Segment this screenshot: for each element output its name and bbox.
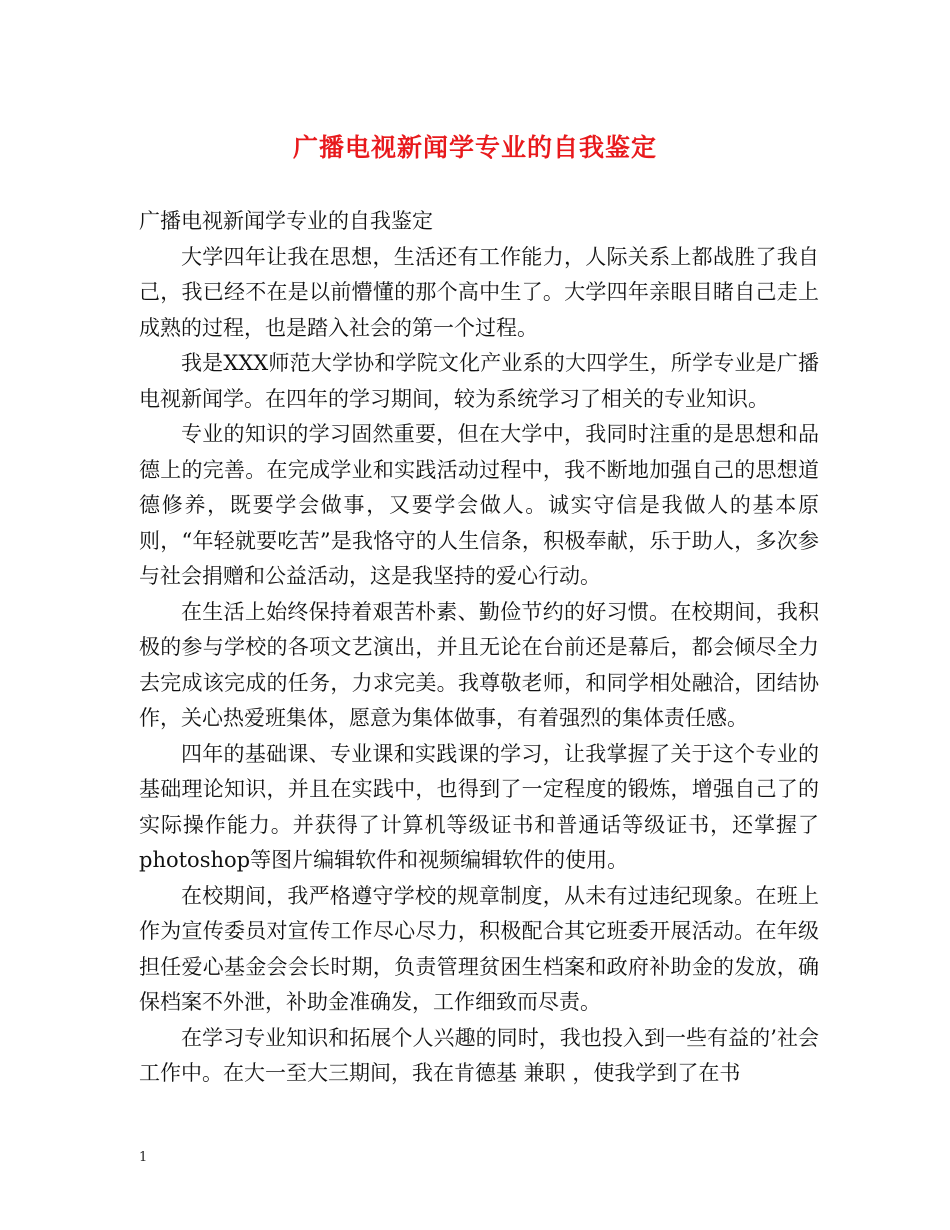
paragraph-5: 四年的基础课、专业课和实践课的学习，让我掌握了关于这个专业的基础理论知识，并且在实践中，也得到了一定程度的锻炼，增强自己了的实际操作能力。并获得了计算机等级证书和普通话等级证书，还掌握了photoshop等图片编辑软件和视频编辑软件的使用。 bbox=[139, 741, 819, 872]
document-title: 广播电视新闻学专业的自我鉴定 bbox=[292, 133, 657, 162]
paragraph-6: 在校期间，我严格遵守学校的规章制度，从未有过违纪现象。在班上作为宣传委员对宣传工作尽心尽力，积极配合其它班委开展活动。在年级担任爱心基金会会长时期，负责管理贫困生档案和政府补助金的发放，确保档案不外泄，补助金准确发，工作细致而尽责。 bbox=[139, 883, 819, 1014]
paragraph-2: 我是XXX师范大学协和学院文化产业系的大四学生，所学专业是广播电视新闻学。在四年的学习期间，较为系统学习了相关的专业知识。 bbox=[139, 351, 819, 411]
document-heading: 广播电视新闻学专业的自我鉴定 bbox=[139, 209, 433, 233]
page-number: 1 bbox=[139, 1150, 148, 1165]
paragraph-3: 专业的知识的学习固然重要，但在大学中，我同时注重的是思想和品德上的完善。在完成学业和实践活动过程中，我不断地加强自己的思想道德修养，既要学会做事，又要学会做人。诚实守信是我做人的基本原则，“年轻就要吃苦”是我恪守的人生信条，积极奉献，乐于助人，多次参与社会捐赠和公益活动，这是我坚持的爱心行动。 bbox=[139, 422, 819, 588]
document-body bbox=[139, 204, 819, 1092]
paragraph-4: 在生活上始终保持着艰苦朴素、勤俭节约的好习惯。在校期间，我积极的参与学校的各项文艺演出，并且无论在台前还是幕后，都会倾尽全力去完成该完成的任务，力求完美。我尊敬老师，和同学相处融洽，团结协作，关心热爱班集体，愿意为集体做事，有着强烈的集体责任感。 bbox=[139, 599, 819, 730]
paragraph-7: 在学习专业知识和拓展个人兴趣的同时，我也投入到一些有益的’社会工作中。在大一至大三期间，我在肯德基 兼职 ，使我学到了在书 bbox=[139, 1025, 819, 1085]
paragraph-1: 大学四年让我在思想，生活还有工作能力，人际关系上都战胜了我自己，我已经不在是以前懵懂的那个高中生了。大学四年亲眼目睹自己走上成熟的过程，也是踏入社会的第一个过程。 bbox=[139, 244, 819, 340]
